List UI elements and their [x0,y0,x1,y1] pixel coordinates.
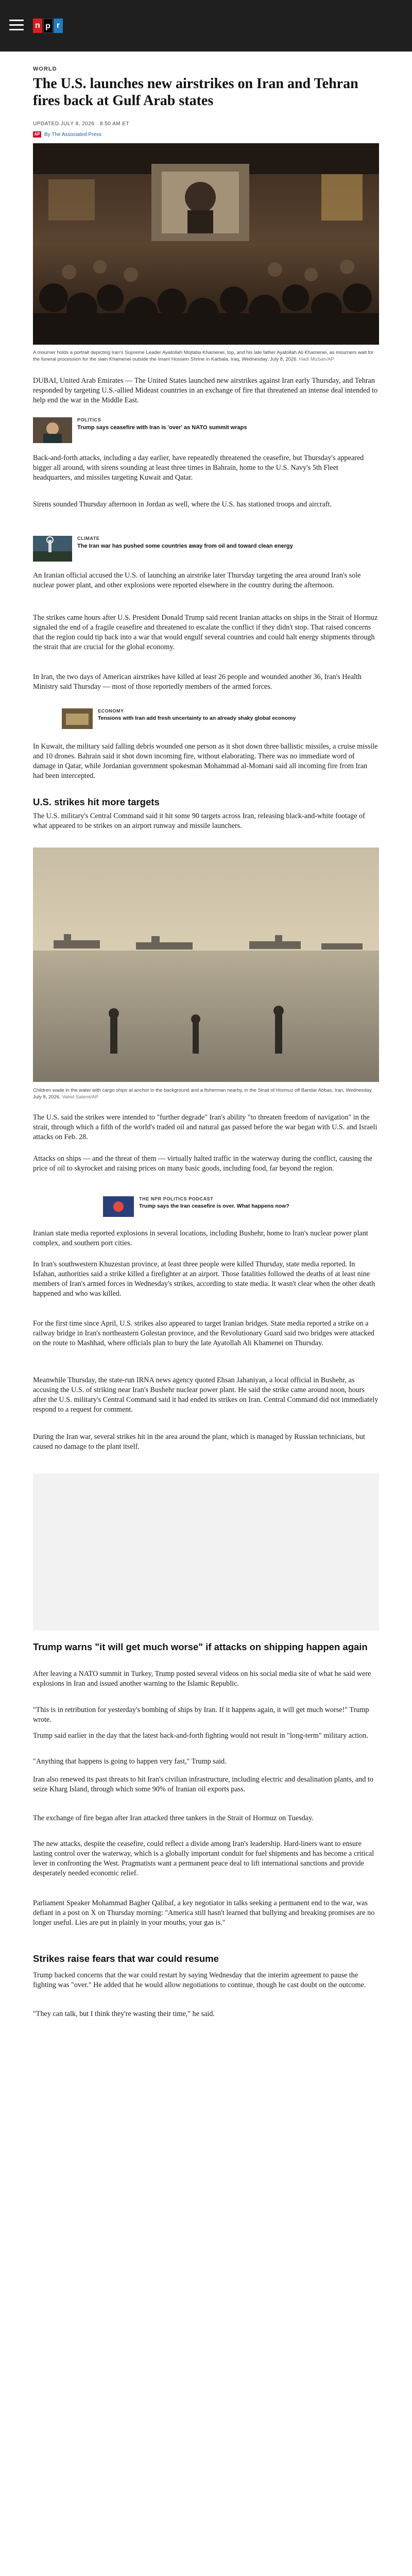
article-headline: The U.S. launches new airstrikes on Iran and Tehran fires back at Gulf Arab states [33,76,358,109]
paragraph: During the Iran war, several strikes hit in the area around the plant, which is managed by Russian technicians, but caused no damage to the plant itself. [33,1433,365,1451]
related-title[interactable]: Trump says the Iran ceasefire is over. What happens now? [139,1203,289,1209]
top-navigation-bar [0,0,412,52]
paragraph: Sirens sounded Thursday afternoon in Jordan as well, where the U.S. has stationed troops and aircraft. [33,500,332,509]
paragraph: Trump said earlier in the day that the latest back-and-forth fighting would not result in "long-term" military action. [33,1732,368,1740]
section-subhead: Trump warns "it will get much worse" if attacks on shipping happen again [33,1641,368,1652]
photo-caption-credit: Vahid Salemi/AP [62,1094,99,1100]
paragraph: "They can talk, but I think they're wasting their time," he said. [33,2010,215,2018]
paragraph: In Iran's southwestern Khuzestan province, at least three people were killed Thursday, state media reported. In Isfahan, authorities said a strike killed a firefighter at an airport. Those fatalities followed the deaths of at least nine members of Iran's armed forces in Wednesday's strikes, according to state media. It wasn't clear when the other death happened and who was killed. [33,1260,375,1298]
paragraph: Trump backed concerns that the war could restart by saying Wednesday that the interim agreement to pause the fighting was "over." He added that he would allow negotiations to continue, though he cast doubt on the outcome. [33,1971,366,1989]
related-thumbnail[interactable] [33,536,72,562]
article-byline[interactable] [33,131,101,138]
paragraph: Attacks on ships — and the threat of them — virtually halted traffic in the waterway during the conflict, causing the price of oil to skyrocket and raising prices on many basic goods, including food, far beyond the region. [33,1155,372,1173]
hero-caption-text: A mourner holds a portrait depicting Iran's Supreme Leader Ayatollah Mojtaba Khamenei, top, and his late father Ayatollah Ali Khamenei, as mourners wait for the funeral procession for the slain Khamenei outside the Imam Hossein Shrine in Karbala, Iraq, Wednesday, July 8, 2026. [33,350,374,362]
paragraph: DUBAI, United Arab Emirates — The United States launched new airstrikes against Iran early Thursday, and Tehran responded by targeting U.S.-allied Mideast countries in an exchange of fire that threatened an intense deal intended to help end the war in the Middle East. [33,377,378,404]
related-title[interactable]: The Iran war has pushed some countries away from oil and toward clean energy [77,543,293,549]
logo-letter-n: n [33,19,42,33]
paragraph: An Iranian official accused the U.S. of launching an airstrike later Thursday targeting the area around Iran's sole nuclear power plant, and other explosions were reported elsewhere in the country during the afternoon. [33,571,361,589]
related-podcast[interactable] [103,1196,350,1217]
podcast-thumbnail[interactable] [103,1196,134,1217]
paragraph: The exchange of fire began after Iran attacked three tankers in the Strait of Hormuz on Tuesday. [33,1814,314,1822]
menu-icon[interactable] [9,20,24,32]
section-label[interactable]: WORLD [33,66,57,72]
media-placeholder [33,1473,379,1631]
logo-letter-r: r [54,19,63,33]
related-thumbnail[interactable] [33,417,72,443]
photo-caption [33,1087,379,1100]
paragraph: After leaving a NATO summit in Turkey, Trump posted several videos on his social media site of what he said were explosions in Iran and issued another warning to the Islamic Republic. [33,1670,371,1688]
paragraph: The strikes came hours after U.S. President Donald Trump said recent Iranian attacks on ships in the Strait of Hormuz signaled the end of a fragile ceasefire and threatened to escalate the conflict if they didn't stop. That raised concerns that the region could tip back into a war that would engulf several countries and could halt energy shipments through the strait that are crucial for the global economy. [33,614,378,651]
related-story-economy[interactable] [62,708,309,729]
related-label: THE NPR POLITICS PODCAST [139,1196,214,1201]
embedded-media-area [33,2035,379,2576]
article-dateline: UPDATED JULY 8, 2026 · 8:50 AM ET [33,121,130,127]
paragraph: Iranian state media reported explosions in several locations, including Bushehr, home to Iran's nuclear power plant complex, and southern port cities. [33,1229,368,1247]
related-story-climate[interactable] [33,536,379,562]
paragraph: "This is in retribution for yesterday's bombing of ships by Iran. If it happens again, it will get much worse!" Trump wrote. [33,1706,369,1724]
hero-caption-credit: Hadi Mizban/AP [299,357,334,362]
paragraph: Meanwhile Thursday, the state-run IRNA news agency quoted Ehsan Jahaniyan, a local official in Bushehr, as accusing the U.S. of striking near Iran's Bushehr nuclear power plant. He said the strike came around noon, hours after the U.S. military's Central Command said it had ended its strikes on Iran. Central Command did not immediately respond to a request for comment. [33,1376,379,1414]
article-photo [33,848,379,1082]
related-label: CLIMATE [77,536,100,541]
paragraph: Back-and-forth attacks, including a day earlier, have repeatedly threatened the ceasefire, but Thursday's appeared bigger all around, with sirens sounding at least three times in Bahrain, home to the U.S. Navy's 5th Fleet headquarters, and missiles targeting Kuwait and Qatar. [33,454,364,482]
related-label: POLITICS [77,417,101,422]
paragraph: Parliament Speaker Mohammad Bagher Qalibaf, a key negotiator in talks seeking a permanent end to the war, was defiant in a post on X on Thursday morning: "America still hasn't learned that bullying and breaking promises are no longer useful. Lies are put in plainly in your mouths, your gas is." [33,1899,375,1927]
npr-logo[interactable] [33,19,64,33]
paragraph: In Iran, the two days of American airstrikes have killed at least 26 people and wounded another 36, Iran's Health Ministry said Thursday — most of those reportedly members of the armed forces. [33,673,362,691]
related-thumbnail[interactable] [62,708,93,729]
paragraph: The new attacks, despite the ceasefire, could reflect a divide among Iran's leadership. Hard-liners want to ensure lasting control over the waterway, which is a globally important conduit for fuel shipments and has become a critical lever in confronting the West. Pragmatists want a permanent peace deal to lift international sanctions and provide desperately needed economic relief. [33,1840,374,1877]
hero-image [33,143,379,345]
related-title[interactable]: Tensions with Iran add fresh uncertainty to an already shaky global economy [98,715,296,721]
hero-caption [33,349,379,363]
section-subhead: U.S. strikes hit more targets [33,796,160,807]
logo-letter-p: p [43,19,53,33]
related-title[interactable]: Trump says ceasefire with Iran is 'over' as NATO summit wraps [77,425,247,431]
paragraph: "Anything that happens is going to happen very fast," Trump said. [33,1757,227,1766]
paragraph: The U.S. said the strikes were intended to "further degrade" Iran's ability "to threaten freedom of navigation" in the strait, through which a fifth of the world's traded oil and natural gas passed before the war began with U.S. and Israeli attacks on Feb. 28. [33,1113,377,1141]
related-story-politics[interactable] [33,417,379,443]
byline-text[interactable]: By The Associated Press [44,131,101,138]
section-subhead: Strikes raise fears that war could resume [33,1953,219,1964]
paragraph: In Kuwait, the military said falling debris wounded one person as it shot down three ballistic missiles, a cruise missile and 10 drones. Bahrain said it shot down incoming fire, without elaborating. There was no immediate word of damage in Qatar, while Jordanian government spokesman Mohammad al-Momani said all incoming fire from Iran had been intercepted. [33,742,378,780]
related-label: ECONOMY [98,708,124,714]
photo-caption-text: Children wade in the water with cargo ships at anchor in the background and a fisherman nearby, in the Strait of Hormuz off Bandar Abbas, Iran, Wednesday, July 8, 2026. [33,1088,373,1100]
ap-logo-icon: AP [33,131,41,138]
paragraph: Iran also renewed its past threats to hit Iran's civilian infrastructure, including electric and desalination plants, and to seize Kharg Island, through which some 90% of Iranian oil exports pass. [33,1775,373,1793]
paragraph: The U.S. military's Central Command said it hit some 90 targets across Iran, releasing black-and-white footage of what appeared to be strikes on an airport runway and missile launchers. [33,812,365,830]
paragraph: For the first time since April, U.S. strikes also appeared to target Iranian bridges. State media reported a strike on a railway bridge in Iran's northeastern Golestan province, and the Revolutionary Guard said two bridges were attacked on the route to Mashhad, where officials plan to bury the late Ayatollah Ali Khamenei on Thursday. [33,1319,374,1347]
